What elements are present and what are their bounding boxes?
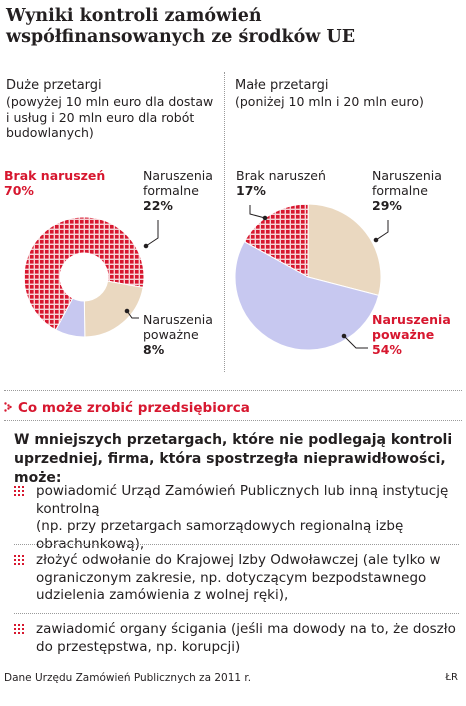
- big-tenders-subtitle: (powyżej 10 mln euro dla dostaw i usług i 20 mln euro dla robót budowlanych): [6, 94, 214, 140]
- grid-bullet-icon: [14, 555, 24, 565]
- small-serious-value: 54%: [372, 342, 402, 357]
- big-serious-label: Naruszenia poważne 8%: [143, 312, 213, 357]
- big-formal-leader-dot: [144, 244, 148, 248]
- section-divider: [4, 390, 462, 391]
- big-serious-value: 8%: [143, 342, 165, 357]
- list-item-text: zawiadomić organy ścigania (jeśli ma dowody na to, że doszło do przestępstwa, np. korupcji): [36, 621, 456, 655]
- list-divider: [14, 613, 459, 614]
- small-tenders-heading: Małe przetargi: [235, 78, 329, 93]
- small-tenders-subtitle: (poniżej 10 mln i 20 mln euro): [235, 94, 424, 109]
- small-formal-value: 29%: [372, 198, 402, 213]
- small-no-violation-leader-dot: [263, 216, 267, 220]
- dotted-arrow-icon: [4, 400, 12, 416]
- grid-bullet-icon: [14, 486, 24, 496]
- small-formal-leader: [376, 220, 388, 240]
- list-item: [14, 483, 459, 553]
- big-serious-leader-dot: [125, 309, 129, 313]
- chart-title: Wyniki kontroli zamówień współfinansowanych ze środków UE: [6, 6, 356, 47]
- big-formal-leader: [146, 220, 158, 246]
- small-serious-label: Naruszenia poważne 54%: [372, 312, 451, 357]
- list-item-subtext: (np. przy przetargach samorządowych regionalną izbę obrachunkową),: [36, 518, 404, 552]
- small-formal-label: Naruszenia formalne 29%: [372, 168, 442, 213]
- section-heading: Co może zrobić przedsiębiorca: [4, 400, 250, 416]
- small-no-violation-leader: [250, 205, 265, 218]
- list-item: [14, 621, 459, 656]
- section-heading-divider: [4, 420, 462, 421]
- big-no-violation-value: 70%: [4, 183, 34, 198]
- author-credit: ŁR: [445, 672, 458, 683]
- section-intro: W mniejszych przetargach, które nie podlegają kontroli uprzedniej, firma, która spostrzegła nieprawidłowości, może:: [14, 432, 453, 486]
- small-serious-leader-dot: [342, 334, 346, 338]
- big-formal-value: 22%: [143, 198, 173, 213]
- source-note: Dane Urzędu Zamówień Publicznych za 2011 r.: [4, 672, 252, 684]
- list-item-text: złożyć odwołanie do Krajowej Izby Odwoławczej (ale tylko w ograniczonym zakresie, np. dotyczącym bezpodstawnego udzielenia zamówienia z wolnej ręki),: [36, 552, 441, 603]
- small-no-violation-value: 17%: [236, 183, 266, 198]
- grid-bullet-icon: [14, 624, 24, 634]
- small-formal-leader-dot: [374, 238, 378, 242]
- list-divider: [14, 544, 459, 545]
- list-item: [14, 552, 459, 605]
- big-no-violation-label: Brak naruszeń 70%: [4, 168, 106, 198]
- list-item-text: powiadomić Urząd Zamówień Publicznych lub inną instytucję kontrolną: [36, 483, 449, 517]
- big-formal-label: Naruszenia formalne 22%: [143, 168, 213, 213]
- small-serious-leader: [344, 336, 368, 348]
- small-no-violation-label: Brak naruszeń 17%: [236, 168, 326, 198]
- big-tenders-heading: Duże przetargi: [6, 78, 102, 93]
